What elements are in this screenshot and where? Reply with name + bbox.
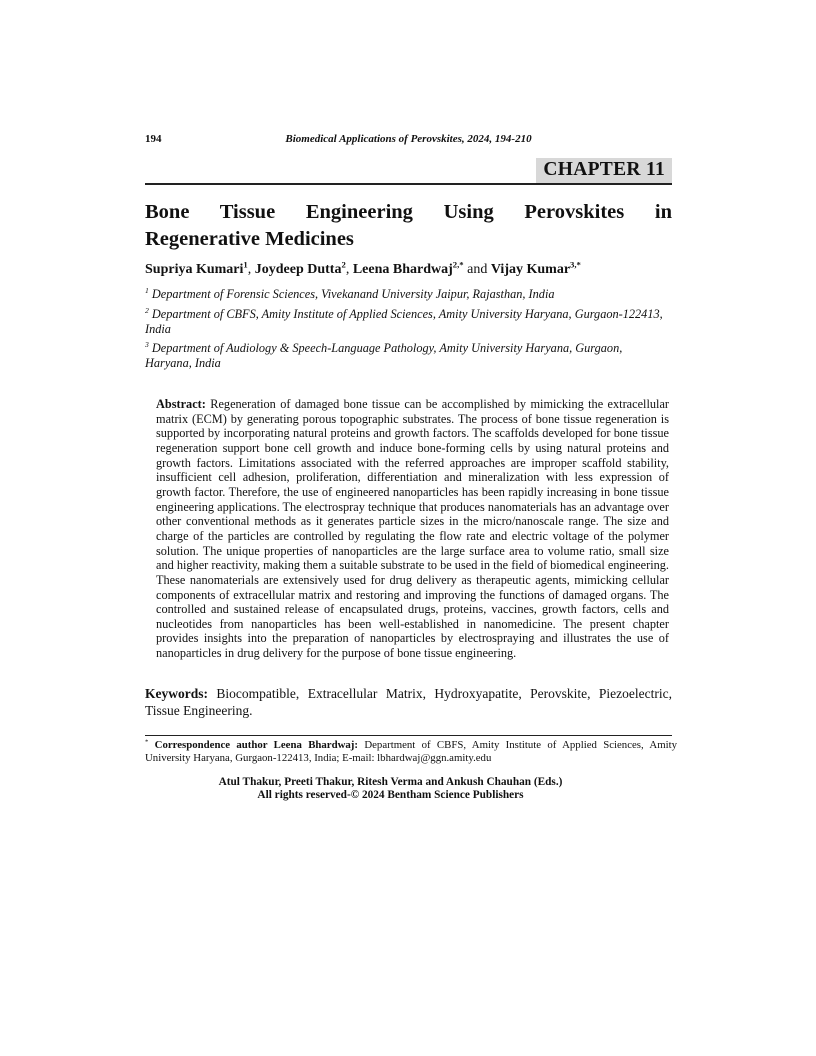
- author-name: Vijay Kumar$^{3,*}$: [490, 259, 581, 277]
- footer-editors: Atul Thakur, Preeti Thakur, Ritesh Verma and Ankush Chauhan (Eds.): [218, 775, 563, 788]
- correspondence-marker: *: [145, 738, 149, 746]
- author-affiliation-marker: 1: [243, 259, 248, 270]
- correspondence-bold: Correspondence author Leena Bhardwaj:: [154, 738, 358, 751]
- author-name: Leena Bhardwaj$^{2,*}$: [352, 259, 464, 277]
- keywords-label: Keywords:: [145, 685, 208, 701]
- author-affiliation-marker: 2: [341, 259, 346, 270]
- keywords: [145, 685, 672, 720]
- author-affiliation-marker: 2,*: [452, 259, 464, 270]
- affiliation: $^3$ Department of Audiology & Speech-Language Pathology, Amity University Haryana, Gurgaon, Haryana, India: [145, 340, 623, 371]
- chapter-heading: CHAPTER 11: [536, 158, 672, 183]
- chapter-title-line-1: Bone Tissue Engineering Using Perovskites in: [145, 201, 672, 223]
- affiliation-marker: 1: [145, 285, 149, 295]
- abstract-text: Regeneration of damaged bone tissue can be accomplished by mimicking the extracellular matrix (ECM) by generating porous topographic substrates. The process of bone tissue regeneration is supported by incorporating natural proteins and growth factors. The scaffolds developed for bone tissue regeneration support bone cell growth and induce bone-forming cells by using natural proteins and growth factors. Limitations associated with the referred approaches are improper scaffold stability, insufficient cell adhesion, proliferation, differentiation and mineralization with less expression of growth factor. Therefore, the use of engineered nanoparticles has been rapidly increasing in bone tissue engineering applications. The electrospray technique that produces nanomaterials has an advantage over other conventional methods as it generates particle sizes in the micro/nanoscale range. The size and charge of the particles are controlled by regulating the flow rate and electric voltage of the polymer solution. The unique properties of nanoparticles are the large surface area to volume ratio, small size and higher reactivity, making them a suitable substrate to be used in the field of biomedical engineering. These nanomaterials are extensively used for drug delivery as therapeutic agents, mimicking cellular components of extracellular matrix and restoring and improving the functions of damaged organs. The controlled and sustained release of encapsulated drugs, proteins, vaccines, growth factors, cells and nucleotides from nanoparticles has been well-established in nanomedicine. The present chapter provides insights into the preparation of nanoparticles by electrospraying and illustrates the use of nanoparticles in drug delivery for the purpose of bone tissue engineering.: [156, 396, 669, 661]
- correspondence-text: Department of CBFS, Amity Institute of Applied Sciences, Amity University Haryana, Gurgaon-122413, India; E-mail: lbhardwaj@ggn.amity.edu: [145, 738, 678, 765]
- author-affiliation-marker: 3,*: [570, 259, 581, 270]
- book-footer: [145, 776, 672, 803]
- abstract: [156, 397, 669, 661]
- running-head: [145, 132, 672, 146]
- running-title: Biomedical Applications of Perovskites, 2024, 194-210: [285, 133, 532, 145]
- author-name: Supriya Kumari$^1$: [145, 259, 248, 277]
- keywords-text: Biocompatible, Extracellular Matrix, Hydroxyapatite, Perovskite, Piezoelectric, Tissue Engineering.: [145, 685, 673, 719]
- author-name: Joydeep Dutta$^2$: [254, 259, 346, 277]
- affiliation: $^1$ Department of Forensic Sciences, Vivekanand University Jaipur, Rajasthan, India: [145, 285, 555, 301]
- affiliation-marker: 3: [145, 340, 149, 350]
- correspondence-note: [145, 739, 677, 766]
- affiliation: $^2$ Department of CBFS, Amity Institute of Applied Sciences, Amity University Haryana, Gurgaon-122413, India: [145, 305, 663, 336]
- chapter-title: [145, 199, 672, 253]
- footnote-divider: [145, 735, 672, 736]
- affiliations: [145, 287, 672, 371]
- chapter-heading-row: [145, 158, 672, 185]
- chapter-title-line-2: Regenerative Medicines: [145, 228, 354, 250]
- page-content: [145, 0, 678, 803]
- author-line: Supriya Kumari$^1$, Joydeep Dutta$^2$, Leena Bhardwaj$^{2,*}$ and Vijay Kumar$^{3,*}$: [145, 259, 581, 277]
- abstract-label: Abstract:: [156, 396, 206, 411]
- footer-rights: All rights reserved-© 2024 Bentham Science Publishers: [257, 789, 524, 802]
- page-number: 194: [145, 133, 162, 145]
- affiliation-marker: 2: [145, 305, 149, 315]
